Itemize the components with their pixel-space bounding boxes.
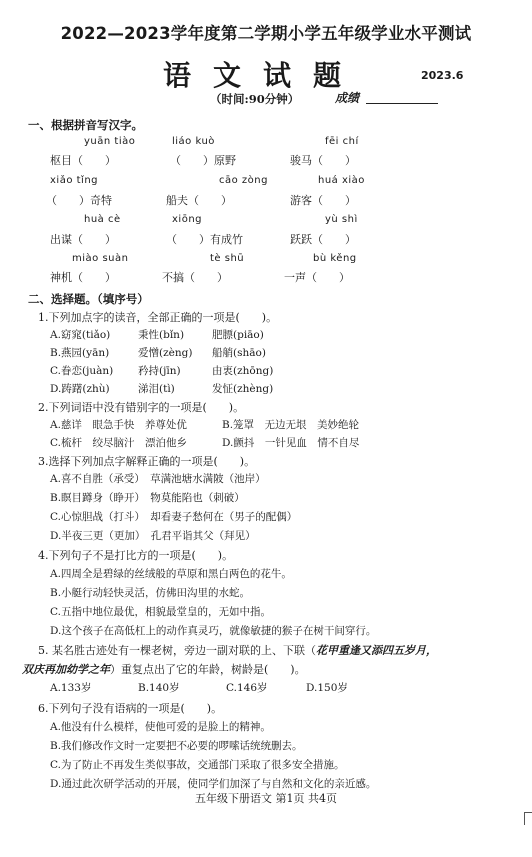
fill-item: 一声（ ） <box>284 271 350 284</box>
pinyin: yuān tiào <box>84 136 136 147</box>
section2-title: 二、选择题。（填序号） <box>28 292 149 306</box>
q5-couplet-part1: 花甲重逢又添四五岁月， <box>316 644 437 657</box>
fill-item: 跃跃（ ） <box>290 233 356 246</box>
fill-item: 枢目（ ） <box>50 154 116 167</box>
exam-date: 2023.6 <box>421 69 464 82</box>
scan-corner-mark <box>524 812 532 825</box>
pinyin: xiǎo tǐng <box>50 175 99 186</box>
q2-option: C.梳杆 绞尽脑汁 漂泊他乡 <box>50 437 187 449</box>
fill-item: 出谋（ ） <box>50 233 116 246</box>
fill-item: 船夫（ ） <box>166 194 232 207</box>
question-2-stem: 2.下列词语中没有错别字的一项是( )。 <box>38 401 245 414</box>
fill-item: 不搞（ ） <box>162 271 228 284</box>
fill-item: （ ）有成竹 <box>166 233 243 246</box>
q6-option: C.为了防止不再发生类似事故，交通部门采取了很多安全措施。 <box>50 759 345 771</box>
pinyin: tè shū <box>210 253 245 264</box>
fill-item: 骏马（ ） <box>290 154 356 167</box>
pinyin: huá xiào <box>318 175 365 186</box>
q6-option: B.我们修改作文时一定要把不必要的啰嗦话统统删去。 <box>50 740 303 752</box>
question-5-stem-part2 <box>22 661 306 677</box>
q5-option: D.150岁 <box>306 682 348 694</box>
pinyin: cāo zòng <box>219 175 268 186</box>
section1-title: 一、根据拼音写汉字。 <box>28 118 143 132</box>
subject-title: 语文试题 <box>163 59 364 92</box>
question-5-stem-part1 <box>38 642 437 658</box>
fill-item: 游客（ ） <box>290 194 356 207</box>
page-footer: 五年级下册语文 第1页 共4页 <box>195 792 337 805</box>
q1-option: C.眷恋(juàn) <box>50 365 114 377</box>
question-1-stem: 1.下列加点字的读音，全部正确的一项是( )。 <box>38 311 278 324</box>
q3-option: B.瞑目蹲身（睁开） 物莫能陷也（刺破） <box>50 492 245 504</box>
q5-stem-2: ）重复点出了它的年龄，树龄是( )。 <box>110 663 306 676</box>
q4-option: C.五指中地位最优，相貌最堂皇的，无如中指。 <box>50 606 271 618</box>
q3-option: C.心惊胆战（打斗） 却看妻子愁何在（男子的配偶） <box>50 511 298 523</box>
q6-option: D.通过此次研学活动的开展，使同学们加深了与自然和文化的亲近感。 <box>50 778 377 790</box>
q2-option: B.笼罩 无边无垠 美妙绝轮 <box>222 419 360 431</box>
pinyin: liáo kuò <box>172 136 215 147</box>
pinyin: huà cè <box>84 214 121 225</box>
pinyin: fēi chí <box>325 136 359 147</box>
q1-option: 爱憎(zèng) <box>138 347 193 359</box>
q1-option: 肥膘(piāo) <box>212 329 264 341</box>
pinyin: yù shì <box>325 214 358 225</box>
q1-option: D.踌躇(zhù) <box>50 383 110 395</box>
q1-option: B.燕园(yān) <box>50 347 110 359</box>
fill-item: （ ）奇特 <box>46 194 112 207</box>
q1-option: 涕泪(tì) <box>138 383 175 395</box>
score-blank-line <box>366 103 438 104</box>
exam-title: 2022—2023学年度第二学期小学五年级学业水平测试 <box>60 24 472 43</box>
q1-option: 秉性(bǐn) <box>138 329 185 341</box>
question-6-stem: 6.下列句子没有语病的一项是( )。 <box>38 702 223 715</box>
q5-option: A.133岁 <box>50 682 92 694</box>
q1-option: 矜持(jīn) <box>138 365 181 377</box>
q6-option: A.他没有什么模样，使他可爱的是脸上的精神。 <box>50 721 271 733</box>
q1-option: 船艄(shāo) <box>212 347 266 359</box>
q5-option: B.140岁 <box>138 682 180 694</box>
q5-couplet-part2: 双庆再加幼学之年 <box>22 663 110 676</box>
question-4-stem: 4.下列句子不是打比方的一项是( )。 <box>38 549 234 562</box>
q4-option: A.四周全是碧绿的丝绒般的草原和黑白两色的花牛。 <box>50 568 292 580</box>
q1-option: 由衷(zhōng) <box>212 365 274 377</box>
q1-option: A.窈窕(tiǎo) <box>50 329 111 341</box>
pinyin: bù kěng <box>313 253 357 264</box>
fill-item: （ ）原野 <box>170 154 236 167</box>
q4-option: D.这个孩子在高低杠上的动作真灵巧，就像敏捷的猴子在树干间穿行。 <box>50 625 377 637</box>
fill-item: 神机（ ） <box>50 271 116 284</box>
score-label: 成绩 <box>335 91 360 105</box>
q5-stem-1: 5. 某名胜古迹处有一棵老树，旁边一副对联的上、下联（ <box>38 644 316 657</box>
q2-option: A.慈详 眼急手快 养尊处优 <box>50 419 187 431</box>
q2-option: D.颤抖 一针见血 情不自尽 <box>222 437 360 449</box>
pinyin: xiōng <box>172 214 202 225</box>
q4-option: B.小艇行动轻快灵活，仿佛田沟里的水蛇。 <box>50 587 251 599</box>
q3-option: D.半夜三更（更加） 孔君平诣其父（拜见） <box>50 530 256 542</box>
time-note: （时间:90分钟） <box>210 92 300 106</box>
q5-option: C.146岁 <box>226 682 268 694</box>
q1-option: 发怔(zhèng) <box>212 383 274 395</box>
q3-option: A.喜不自胜（承受） 草满池塘水满陂（池岸） <box>50 473 266 485</box>
question-3-stem: 3.选择下列加点字解释正确的一项是( )。 <box>38 455 256 468</box>
pinyin: miào suàn <box>72 253 129 264</box>
